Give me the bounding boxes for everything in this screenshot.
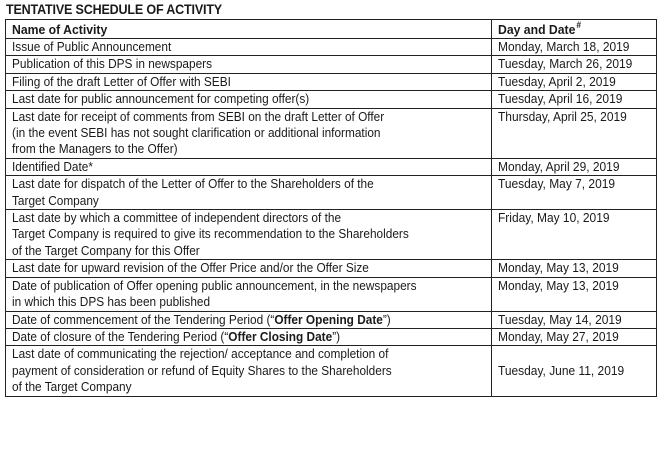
activity-cell: Last date by which a committee of independent directors of the Target Company is required to give its recommendation to the Shareholders of the Target Company for this Offer — [6, 210, 492, 260]
activity-cell: Last date for receipt of comments from SEBI on the draft Letter of Offer (in the event SEBI has not sought clarification or additional information from the Managers to the Offer) — [6, 108, 492, 158]
date-cell: Monday, May 27, 2019 — [492, 328, 657, 345]
offer-opening-date-term: Offer Opening Date — [274, 312, 383, 327]
schedule-page — [5, 2, 656, 397]
table-row — [6, 311, 657, 328]
date-cell: Monday, April 29, 2019 — [492, 158, 657, 175]
date-cell: Tuesday, May 14, 2019 — [492, 311, 657, 328]
table-row — [6, 176, 657, 210]
activity-cell: Date of publication of Offer opening public announcement, in the newspapers in which this DPS has been published — [6, 277, 492, 311]
date-cell: Tuesday, April 2, 2019 — [492, 73, 657, 90]
date-cell: Monday, May 13, 2019 — [492, 277, 657, 311]
offer-closing-date-term: Offer Closing Date — [228, 329, 333, 344]
table-row — [6, 158, 657, 175]
date-cell: Tuesday, April 16, 2019 — [492, 91, 657, 108]
date-cell: Monday, May 13, 2019 — [492, 260, 657, 277]
schedule-table — [5, 19, 657, 397]
page-title: TENTATIVE SCHEDULE OF ACTIVITY — [6, 2, 223, 17]
activity-cell: Filing of the draft Letter of Offer with SEBI — [6, 73, 492, 90]
table-row — [6, 328, 657, 345]
activity-cell: Date of commencement of the Tendering Period (“Offer Opening Date”) — [6, 311, 492, 328]
activity-cell: Last date for dispatch of the Letter of Offer to the Shareholders of the Target Company — [6, 176, 492, 210]
activity-cell: Last date of communicating the rejection/ acceptance and completion of payment of consideration or refund of Equity Shares to the Shareholders of the Target Company — [6, 346, 492, 396]
activity-cell: Publication of this DPS in newspapers — [6, 56, 492, 73]
activity-cell: Last date for public announcement for competing offer(s) — [6, 91, 492, 108]
activity-cell: Date of closure of the Tendering Period (“Offer Closing Date”) — [6, 328, 492, 345]
date-cell: Tuesday, May 7, 2019 — [492, 176, 657, 210]
table-header-row — [6, 20, 657, 39]
table-row — [6, 260, 657, 277]
table-row — [6, 91, 657, 108]
activity-cell: Last date for upward revision of the Offer Price and/or the Offer Size — [6, 260, 492, 277]
table-row — [6, 346, 657, 396]
activity-cell: Issue of Public Announcement — [6, 39, 492, 56]
table-row — [6, 108, 657, 158]
table-row — [6, 210, 657, 260]
column-header-activity: Name of Activity — [6, 20, 492, 39]
activity-cell: Identified Date* — [6, 158, 492, 175]
date-cell: Friday, May 10, 2019 — [492, 210, 657, 260]
date-cell: Tuesday, March 26, 2019 — [492, 56, 657, 73]
table-row — [6, 277, 657, 311]
footnote-mark: # — [576, 20, 582, 30]
table-row — [6, 56, 657, 73]
date-cell: Monday, March 18, 2019 — [492, 39, 657, 56]
date-cell: Thursday, April 25, 2019 — [492, 108, 657, 158]
column-header-date: Day and Date# — [492, 20, 657, 39]
date-cell: Tuesday, June 11, 2019 — [492, 346, 657, 396]
table-row — [6, 39, 657, 56]
table-row — [6, 73, 657, 90]
